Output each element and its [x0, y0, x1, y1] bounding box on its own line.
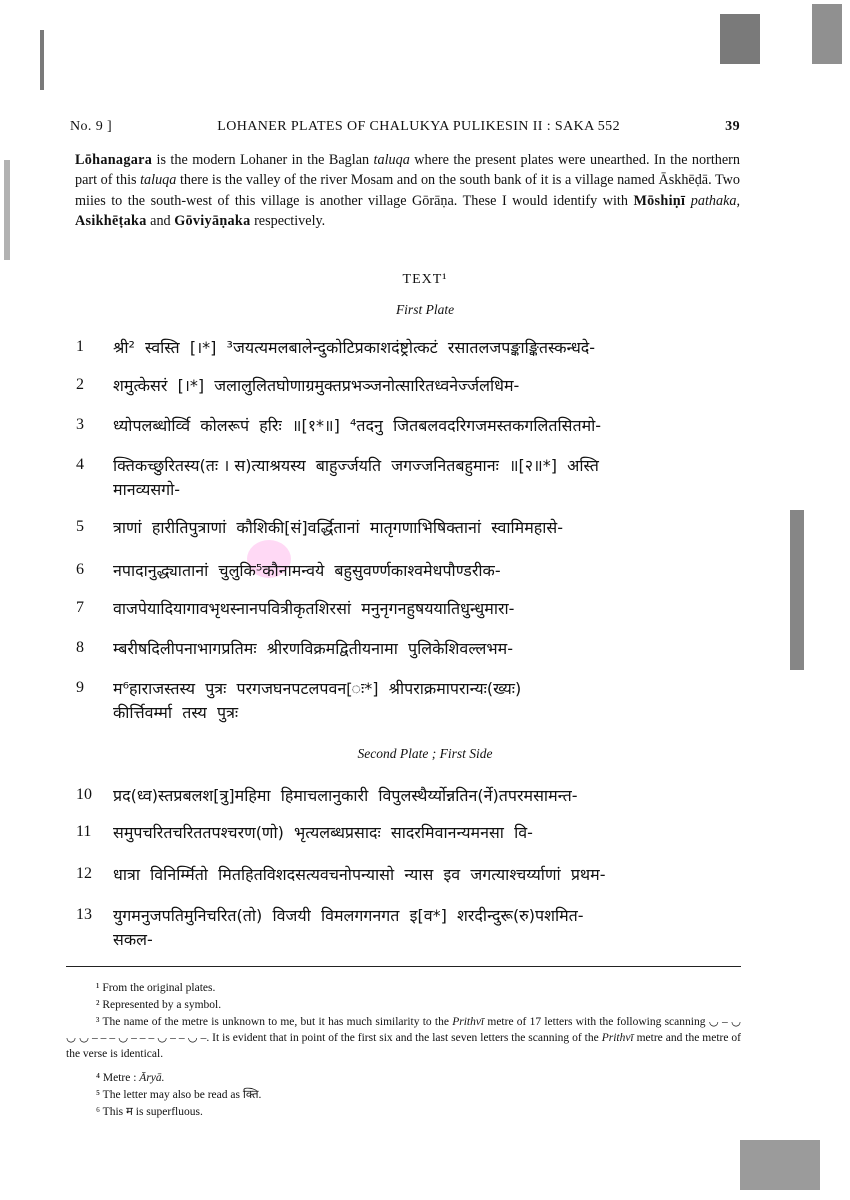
footnote-5: ⁵ The letter may also be read as क्ति.: [96, 1089, 262, 1101]
verse-text: ध्योपलब्धोर्व्वि कोलरूपं हरिः ॥[१*॥] ⁴तदनु जितबलवदरिगजमस्तकगलितसितमो-: [113, 416, 602, 435]
scan-smudge-right: [790, 510, 804, 670]
verse-number: 9: [76, 679, 84, 696]
verse-text: समुपचरितचरिततपश्चरण(णो) भृत्यलब्धप्रसादः सादरमिवानन्यमनसा वि-: [113, 823, 533, 842]
text-heading: TEXT¹: [402, 272, 448, 287]
verse-number: 13: [76, 906, 92, 923]
footnote-2: ² Represented by a symbol.: [96, 999, 222, 1011]
scan-smudge-top-right: [720, 14, 760, 64]
second-plate-heading: Second Plate ; First Side: [357, 746, 493, 761]
place-name: Asikhēṭaka: [75, 212, 147, 229]
verse-number: 11: [76, 823, 92, 840]
place-name: Mōshiṇī: [633, 192, 686, 209]
intro-paragraph: [75, 150, 740, 231]
intro-text: and: [146, 212, 175, 229]
scan-smudge-top-right-2: [812, 4, 842, 64]
intro-text: where the present plates were unearthed. In the northern part of this: [75, 152, 740, 189]
verse-text: म्बरीषदिलीपनाभागप्रतिमः श्रीरणविक्रमद्वितीयनामा पुलिकेशिवल्लभम-: [113, 639, 513, 658]
verse-number: 1: [76, 338, 84, 355]
scan-smudge-left: [4, 160, 10, 260]
footnote-italic: Prithvī: [452, 1016, 485, 1028]
footnote-6: ⁶ This म is superfluous.: [96, 1106, 203, 1118]
footnote-text: ³ The name of the metre is unknown to me, but it has much similarity to the: [96, 1016, 453, 1028]
verse-text: म⁶हाराजस्तस्य पुत्रः परगजघनपटलपवन[ः*] श्रीपराक्रमापरान्यः(ख्यः) कीर्त्तिवर्म्मा तस्य पुत्रः: [113, 679, 522, 722]
verse-number: 3: [76, 416, 84, 433]
verse-text: प्रद(ध्व)स्तप्रबलश[त्रु]महिमा हिमाचलानुकारी विपुलस्थैर्य्योन्नतिन(र्ने)तपरमसामन्त-: [113, 786, 578, 805]
footnote-4: [96, 1070, 165, 1086]
footnote-3: [66, 1014, 741, 1062]
footnote-italic: Āryā.: [139, 1072, 165, 1084]
scan-mark-top-left: [40, 30, 44, 90]
verse-text: वाजपेयादियागावभृथस्नानपवित्रीकृतशिरसां मनुनृगनहुषययातिधुन्धुमारा-: [113, 599, 515, 618]
footnote-italic: Prithvī: [601, 1032, 634, 1044]
running-header: [70, 119, 740, 135]
verse-number: 6: [76, 561, 84, 578]
first-plate-heading: First Plate: [395, 302, 455, 317]
scan-smudge-bottom-right: [740, 1140, 820, 1190]
header-title: LOHANER PLATES OF CHALUKYA PULIKESIN II : SAKA 552: [217, 119, 620, 134]
intro-text: there is the valley of the river Mosam and on the south bank of it is a village named Āskhēḍā. Two miies to the south-west of this village is another village Gōrāṇa. These I would identify with: [75, 172, 740, 209]
intro-italic: taluqa: [373, 152, 410, 168]
intro-text: respectively.: [250, 212, 326, 229]
verse-text: युगमनुजपतिमुनिचरित(तो) विजयी विमलगगनगत इ[व*] शरदीन्दुरू(रु)पशमित- सकल-: [113, 906, 584, 949]
verse-number: 2: [76, 376, 84, 393]
verse-text: श्री² स्वस्ति [।*] ³जयत्यमलबालेन्दुकोटिप्रकाशदंष्ट्रोत्कटं रसातलजपङ्काङ्कितस्कन्धदे-: [113, 338, 596, 357]
intro-italic: pathaka,: [690, 192, 741, 209]
verse-number: 7: [76, 599, 84, 616]
footnote-text: metre of 17 letters with the following scanning ◡ – ◡ ◡ ◡ – – – ◡ – – – ◡ – – ◡ –. It is evident that in point of the first six and the last seven letters the scanning of the: [66, 1016, 741, 1044]
footnote-1: ¹ From the original plates.: [96, 982, 216, 994]
verse-text: धात्रा विनिर्म्मितो मितहितविशदसत्यवचनोपन्यासो न्यास इव जगत्याश्चर्य्याणां प्रथम-: [113, 865, 606, 884]
footnote-text: ⁴ Metre :: [96, 1072, 140, 1084]
verse-number: 10: [76, 786, 92, 803]
verse-number: 4: [76, 456, 84, 473]
verse-text: त्राणां हारीतिपुत्राणां कौशिकी[सं]वर्द्धितानां मातृगणाभिषिक्तानां स्वामिमहासे-: [113, 518, 564, 537]
place-name: Lōhanagara: [75, 152, 153, 168]
verse-text: नपादानुद्ध्यातानां चुलुकि⁵कौनामन्वये बहुसुवर्ण्णकाश्वमेधपौण्डरीक-: [113, 561, 501, 580]
intro-italic: taluqa: [140, 172, 177, 189]
verse-number: 12: [76, 865, 92, 882]
issue-number: No. 9 ]: [70, 119, 113, 134]
page-number: 39: [725, 119, 740, 134]
footnote-rule: [66, 966, 741, 967]
verse-number: 8: [76, 639, 84, 656]
verse-text: क्तिकच्छुरितस्य(तः । स)त्याश्रयस्य बाहुर्ज्जयति जगज्जनितबहुमानः ॥[२॥*] अस्ति मानव्यसगो-: [113, 456, 599, 499]
verse-text: शमुत्केसरं [।*] जलालुलितघोणाग्रमुक्तप्रभञ्जनोत्सारितध्वनेर्ज्जलधिम-: [113, 376, 520, 395]
footnote-text: metre and the metre of the verse is identical.: [66, 1032, 741, 1060]
place-name: Gōviyāṇaka: [174, 212, 251, 229]
intro-text: is the modern Lohaner in the Baglan: [152, 152, 374, 168]
verse-number: 5: [76, 518, 84, 535]
